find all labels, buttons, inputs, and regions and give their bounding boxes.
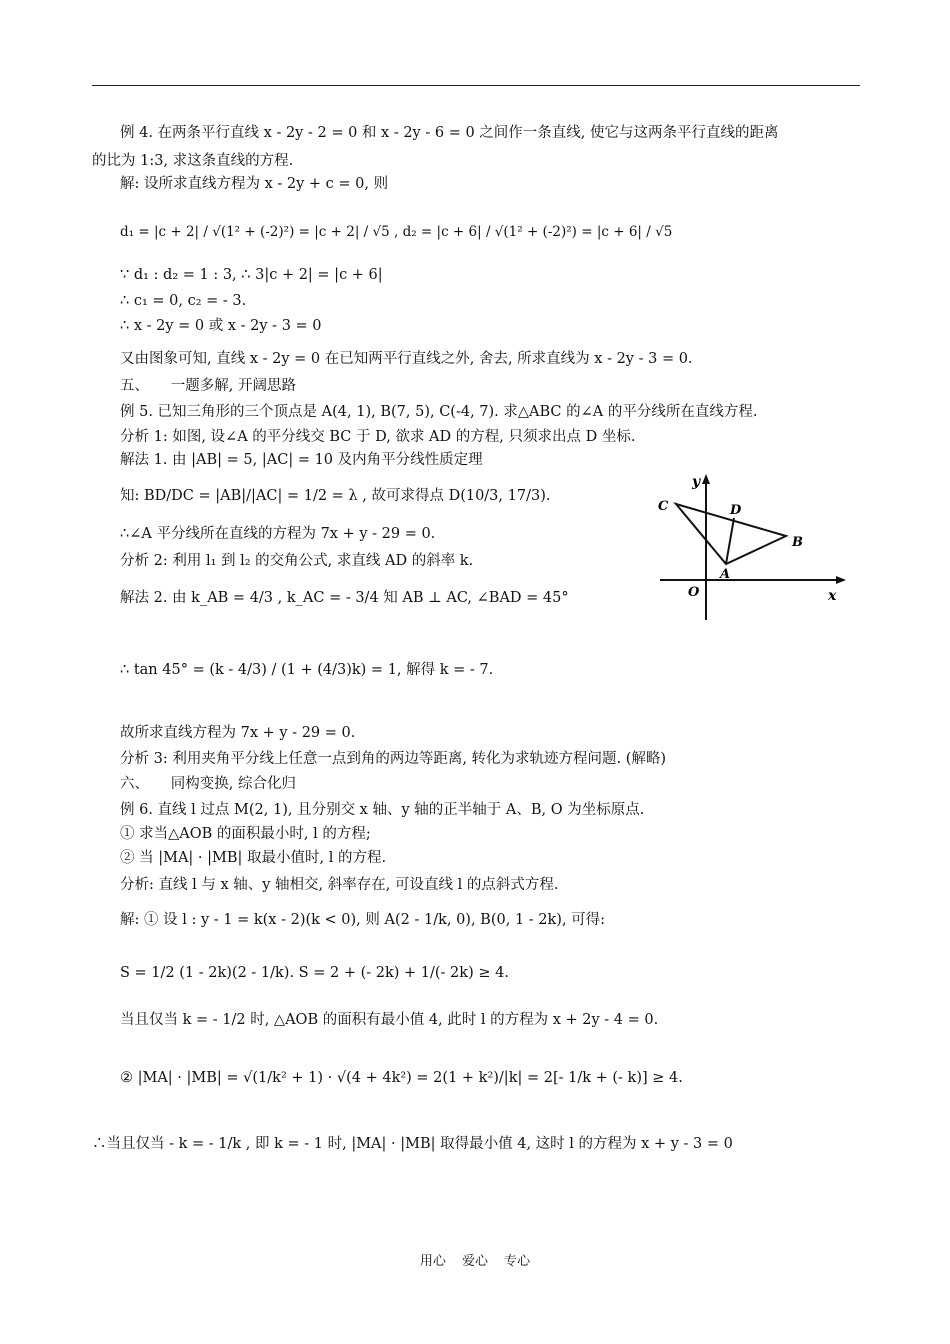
method2-tan: ∴ tan 45° = (k - 4/3) / (1 + (4/3)k) = 1, 解得 k = - 7. bbox=[120, 662, 494, 678]
analysis1: 分析 1: 如图, 设∠A 的平分线交 BC 于 D, 欲求 AD 的方程, 只须求出点 D 坐标. bbox=[120, 429, 636, 445]
example6-analysis: 分析: 直线 l 与 x 轴、y 轴相交, 斜率存在, 可设直线 l 的点斜式方程. bbox=[120, 877, 559, 893]
solution6-setup: 解: ① 设 l : y - 1 = k(x - 2)(k < 0), 则 A(2 - 1/k, 0), B(0, 1 - 2k), 可得: bbox=[120, 912, 606, 928]
x-axis-arrow bbox=[836, 576, 846, 584]
solution6-area: S = 1/2 (1 - 2k)(2 - 1/k). S = 2 + (- 2k) + 1/(- 2k) ≥ 4. bbox=[120, 965, 509, 981]
footer-word-3: 专心 bbox=[504, 1254, 531, 1269]
method2-result: 故所求直线方程为 7x + y - 29 = 0. bbox=[120, 725, 356, 741]
method1-line2: 知: BD/DC = |AB|/|AC| = 1/2 = λ , 故可求得点 D(10/3, 17/3). bbox=[120, 488, 551, 504]
ratio-line: ∵ d₁ : d₂ = 1 : 3, ∴ 3|c + 2| = |c + 6| bbox=[120, 267, 383, 283]
method1-result: ∴∠A 平分线所在直线的方程为 7x + y - 29 = 0. bbox=[120, 526, 436, 542]
label-x: x bbox=[828, 588, 837, 604]
label-a: A bbox=[720, 567, 731, 582]
solution4-intro: 解: 设所求直线方程为 x - 2y + c = 0, 则 bbox=[120, 176, 389, 192]
method1-line1: 解法 1. 由 |AB| = 5, |AC| = 10 及内角平分线性质定理 bbox=[120, 452, 483, 468]
solution6-min-area: 当且仅当 k = - 1/2 时, △AOB 的面积有最小值 4, 此时 l 的方程为 x + 2y - 4 = 0. bbox=[120, 1012, 659, 1028]
label-y: y bbox=[692, 474, 701, 490]
example6-part1: ① 求当△AOB 的面积最小时, l 的方程; bbox=[120, 826, 371, 842]
bisector-ad bbox=[726, 518, 734, 564]
solution6-product: ② |MA| · |MB| = √(1/k² + 1) · √(4 + 4k²) = 2(1 + k²)/|k| = 2[- 1/k + (- k)] ≥ 4. bbox=[120, 1070, 683, 1086]
conclusion4: 又由图象可知, 直线 x - 2y = 0 在已知两平行直线之外, 舍去, 所求直线为 x - 2y - 3 = 0. bbox=[120, 351, 693, 367]
label-o: O bbox=[688, 585, 700, 600]
footer-word-2: 爱心 bbox=[461, 1254, 488, 1269]
solution6-conclusion: ∴当且仅当 - k = - 1/k , 即 k = - 1 时, |MA| · |MB| 取得最小值 4, 这时 l 的方程为 x + y - 3 = 0 bbox=[92, 1136, 733, 1152]
section-six-heading: 六、 同构变换, 综合化归 bbox=[120, 776, 296, 792]
analysis2: 分析 2: 利用 l₁ 到 l₂ 的交角公式, 求直线 AD 的斜率 k. bbox=[120, 553, 474, 569]
footer-word-1: 用心 bbox=[419, 1254, 446, 1269]
analysis3: 分析 3: 利用夹角平分线上任意一点到角的两边等距离, 转化为求轨迹方程问题. (解略) bbox=[120, 751, 667, 767]
label-b: B bbox=[792, 535, 803, 550]
label-d: D bbox=[730, 503, 742, 518]
label-c: C bbox=[658, 499, 669, 514]
triangle-figure bbox=[648, 470, 848, 630]
example6-statement: 例 6. 直线 l 过点 M(2, 1), 且分别交 x 轴、y 轴的正半轴于 A、B, O 为坐标原点. bbox=[120, 802, 645, 818]
page-footer bbox=[0, 1250, 950, 1269]
y-axis-arrow bbox=[702, 474, 710, 484]
header-rule bbox=[92, 85, 860, 86]
example5-statement: 例 5. 已知三角形的三个顶点是 A(4, 1), B(7, 5), C(-4, 7). 求△ABC 的∠A 的平分线所在直线方程. bbox=[120, 404, 758, 420]
method2-slopes: 解法 2. 由 k_AB = 4/3 , k_AC = - 3/4 知 AB ⊥ AC, ∠BAD = 45° bbox=[120, 590, 569, 606]
c-values: ∴ c₁ = 0, c₂ = - 3. bbox=[120, 293, 247, 309]
example6-part2: ② 当 |MA| · |MB| 取最小值时, l 的方程. bbox=[120, 850, 387, 866]
two-lines: ∴ x - 2y = 0 或 x - 2y - 3 = 0 bbox=[120, 318, 322, 334]
distance-formula: d₁ = |c + 2| / √(1² + (-2)²) = |c + 2| / √5 , d₂ = |c + 6| / √(1² + (-2)²) = |c + 6| / √5 bbox=[120, 224, 673, 240]
example4-line2: 的比为 1:3, 求这条直线的方程. bbox=[92, 153, 294, 169]
section-five-heading: 五、 一题多解, 开阔思路 bbox=[120, 378, 296, 394]
example4-line1: 例 4. 在两条平行直线 x - 2y - 2 = 0 和 x - 2y - 6 = 0 之间作一条直线, 使它与这两条平行直线的距离 bbox=[120, 125, 779, 141]
